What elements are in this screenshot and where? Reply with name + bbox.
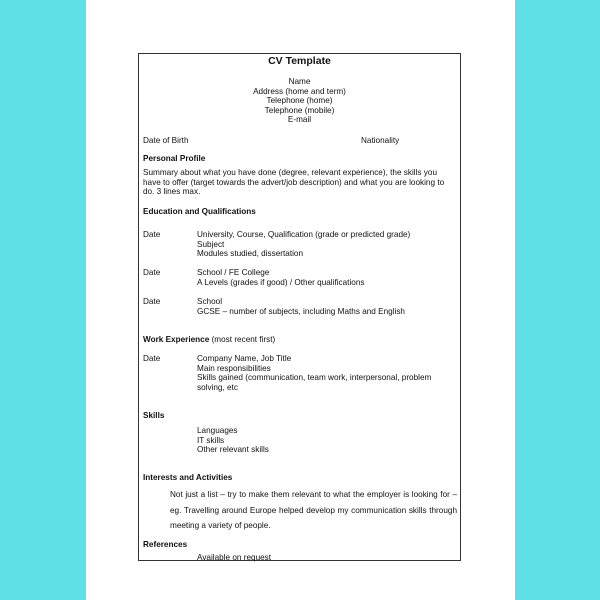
education-line: Subject — [197, 239, 225, 249]
education-line: A Levels (grades if good) / Other qualifications — [197, 277, 365, 287]
education-heading: Education and Qualifications — [143, 207, 256, 216]
interests-heading: Interests and Activities — [143, 473, 233, 482]
date-of-birth: Date of Birth — [143, 136, 189, 145]
skills-heading: Skills — [143, 411, 165, 420]
education-entry-1 — [197, 230, 457, 259]
interests-text: Not just a list – try to make them relevant to what the employer is looking for – eg. Travelling around Europe helped develop my communication skills through meeting a variety of people. — [170, 490, 457, 530]
work-experience-heading — [143, 335, 275, 345]
contact-name: Name — [288, 77, 311, 86]
nationality: Nationality — [361, 136, 400, 145]
education-line: School — [197, 297, 223, 306]
education-date-2: Date — [143, 268, 161, 277]
skill-item: Languages — [197, 426, 238, 435]
education-date-3: Date — [143, 297, 161, 306]
personal-profile-text: Summary about what you have done (degree, relevant experience), the skills you have to offer (target towards the advert/job description) and what you are looking to do. 3 lines max. — [143, 168, 445, 197]
skill-item: Other relevant skills — [197, 445, 269, 455]
work-line: Company Name, Job Title — [197, 354, 292, 363]
cv-document — [138, 53, 461, 561]
personal-profile-heading: Personal Profile — [143, 154, 206, 163]
education-entry-2 — [197, 268, 457, 287]
contact-telephone-home: Telephone (home) — [266, 96, 333, 106]
education-line: Modules studied, dissertation — [197, 249, 304, 259]
skill-item: IT skills — [197, 435, 225, 445]
education-date-1: Date — [143, 230, 161, 239]
work-heading-text: Work Experience — [143, 335, 210, 344]
references-heading: References — [143, 540, 188, 549]
work-line: Skills gained (communication, team work, interpersonal, problem — [197, 373, 432, 383]
work-entry — [197, 354, 457, 392]
cv-title: CV Template — [268, 55, 331, 67]
work-line: solving, etc — [197, 382, 238, 392]
contact-telephone-mobile: Telephone (mobile) — [264, 105, 335, 115]
work-date: Date — [143, 354, 161, 363]
education-line: GCSE – number of subjects, including Maths and English — [197, 306, 405, 316]
work-line: Main responsibilities — [197, 363, 271, 373]
contact-email: E-mail — [287, 115, 312, 125]
skills-list — [197, 426, 457, 455]
contact-block — [139, 77, 460, 125]
education-line: University, Course, Qualification (grade or predicted grade) — [197, 230, 411, 239]
education-entry-3 — [197, 297, 457, 316]
contact-address: Address (home and term) — [253, 86, 346, 96]
references-text: Available on request — [197, 553, 272, 562]
education-line: School / FE College — [197, 268, 270, 277]
work-heading-note: (most recent first) — [211, 335, 276, 344]
